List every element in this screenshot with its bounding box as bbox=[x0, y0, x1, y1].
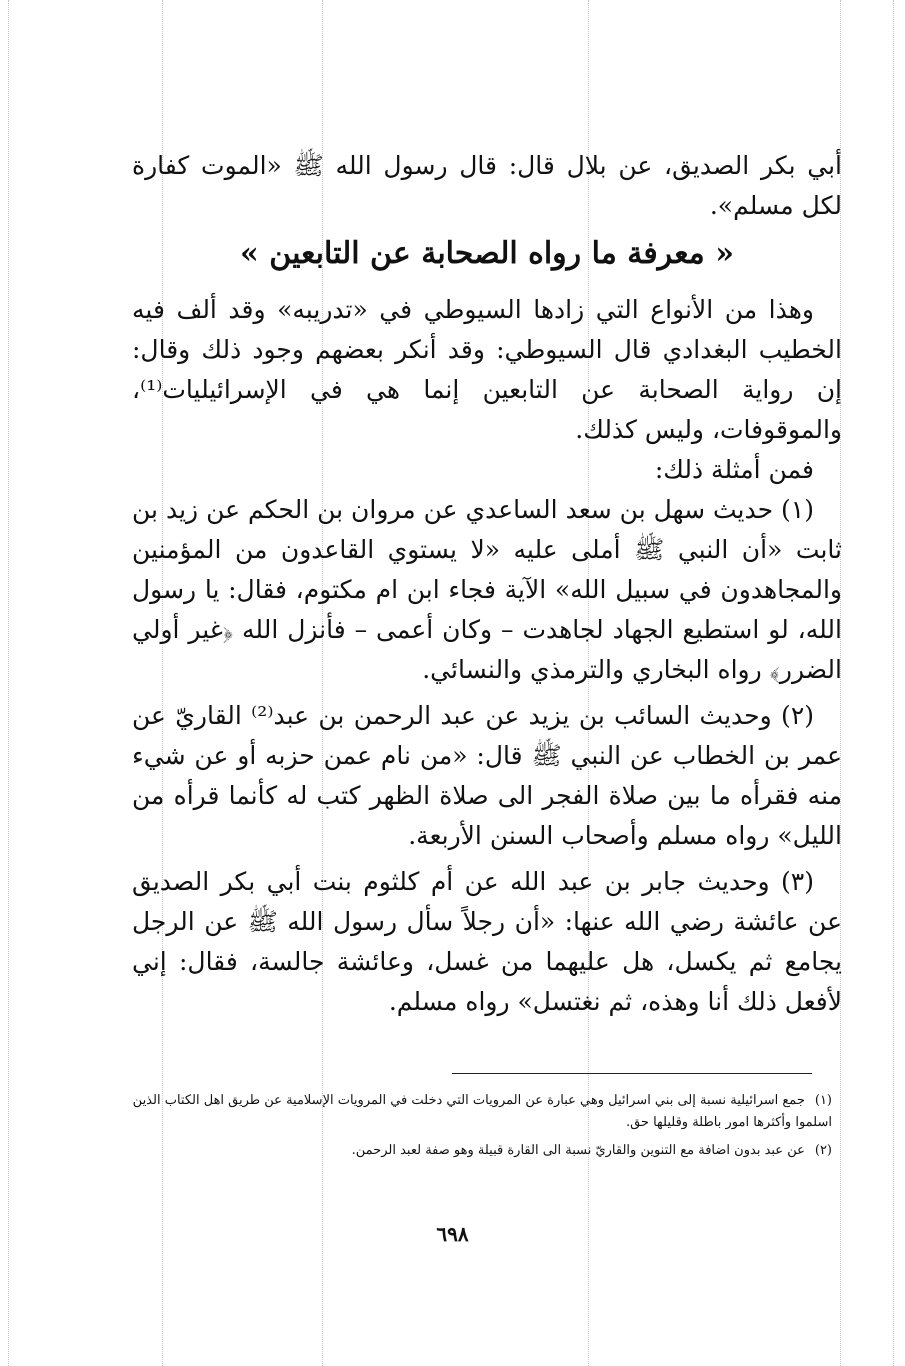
footnote-number: (٢) bbox=[814, 1143, 832, 1158]
section-body bbox=[132, 290, 842, 1022]
hadith-2: (٢) وحديث السائب بن يزيد عن عبد الرحمن بن عبد⁽²⁾ القاريّ عن عمر بن الخطاب عن النبي ﷺ قال: «من نام عمن حزبه أو عن شيء منه فقرأه ما بين صلاة الفجر الى صلاة الظهر كتب له كأنما قرأه من الليل» رواه مسلم وأصحاب السنن الأربعة. bbox=[132, 701, 842, 850]
section-title: « معرفة ما رواه الصحابة عن التابعين » bbox=[240, 236, 734, 271]
footnote-1 bbox=[132, 1090, 832, 1134]
scan-artifact-line bbox=[893, 0, 894, 1366]
footnote-divider bbox=[452, 1073, 812, 1074]
page-number: ٦٩٨ bbox=[436, 1222, 469, 1246]
intro-paragraph: أبي بكر الصديق، عن بلال قال: قال رسول الله ﷺ «الموت كفارة لكل مسلم». bbox=[132, 151, 842, 220]
footnote-text: جمع اسرائيلية نسبة إلى بني اسرائيل وهي عبارة عن المرويات التي دخلت في المرويات الإسلامية عن طريق اهل الكتاب الذين اسلموا وأكثرها امور باطلة وقليلها حق. bbox=[132, 1093, 832, 1130]
hadith-1: (١) حديث سهل بن سعد الساعدي عن مروان بن الحكم عن زيد بن ثابت «أن النبي ﷺ أملى عليه «لا يستوي القاعدون من المؤمنين والمجاهدون في سبيل الله» الآية فجاء ابن ام مكتوم، فقال: يا رسول الله، لو استطيع الجهاد لجاهدت – وكان أعمى – فأنزل الله ﴿غير أولي الضرر﴾ رواه البخاري والترمذي والنسائي. bbox=[132, 495, 842, 684]
footnote-number: (١) bbox=[814, 1093, 832, 1108]
footnote-2 bbox=[132, 1140, 832, 1162]
footnote-text: عن عبد بدون اضافة مع التنوين والقاريّ نسبة الى القارة قبيلة وهو صفة لعبد الرحمن. bbox=[351, 1143, 805, 1158]
body-paragraph: وهذا من الأنواع التي زادها السيوطي في «تدريبه» وقد ألف فيه الخطيب البغدادي قال السيوطي: وقد أنكر بعضهم وجود ذلك وقال: إن رواية الصحابة عن التابعين إنما هي في الإسرائيليات⁽¹⁾، والموقوفات، وليس كذلك. bbox=[132, 295, 842, 444]
footnotes bbox=[132, 1090, 832, 1168]
scan-artifact-line bbox=[8, 0, 9, 1366]
examples-lead: فمن أمثلة ذلك: bbox=[654, 455, 814, 484]
hadith-3: (٣) وحديث جابر بن عبد الله عن أم كلثوم بنت أبي بكر الصديق عن عائشة رضي الله عنها: «أن رجلاً سأل رسول الله ﷺ عن الرجل يجامع ثم يكسل، هل عليهما من غسل، وعائشة جالسة، فقال: إني لأفعل ذلك أنا وهذه، ثم نغتسل» رواه مسلم. bbox=[132, 867, 842, 1016]
intro-text bbox=[132, 146, 842, 226]
